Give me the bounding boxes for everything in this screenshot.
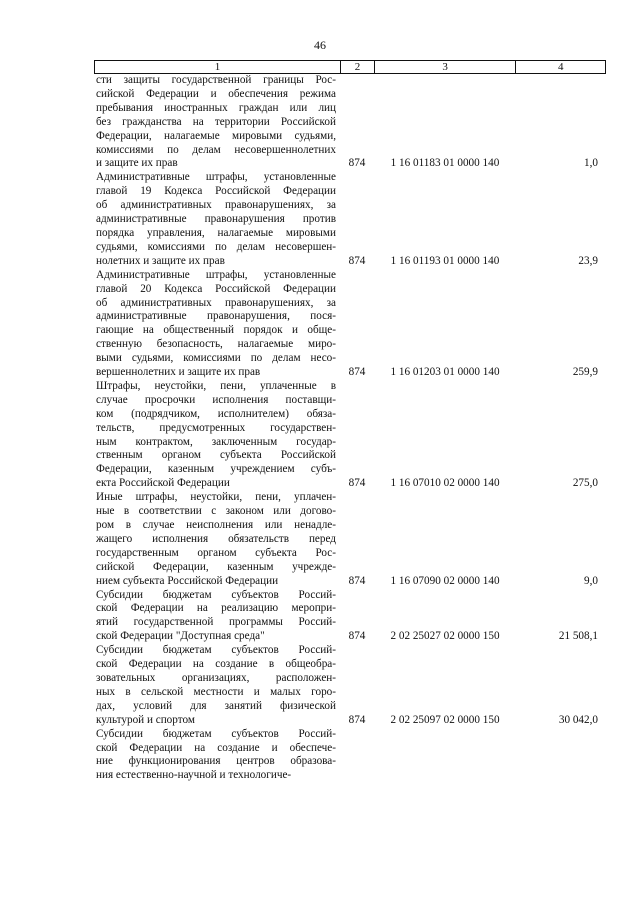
table-row [94,380,606,491]
row-description [94,644,340,727]
description-line: ным контрактом, заключенным государ- [96,435,336,448]
row-admin-code: 874 [348,713,366,726]
table-row [94,589,606,645]
description-line: пребывания иностранных граждан или лиц [96,101,336,114]
description-line: ятий государственной программы Россий- [96,616,336,629]
header-col-3: 3 [374,61,515,73]
description-line: Субсидии бюджетам субъектов Россий- [96,644,336,657]
description-line: вершеннолетних и защите их прав [96,366,261,379]
row-description [94,380,340,491]
row-budget-code: 1 16 01203 01 0000 140 [390,366,500,379]
description-line: об административных правонарушениях, за [96,199,336,212]
row-amount: 1,0 [584,157,598,170]
description-line: ком (подрядчиком, исполнителем) обяза- [96,407,336,420]
table-row [94,74,606,171]
row-amount: 23,9 [578,254,598,267]
row-budget-code: 2 02 25027 02 0000 150 [390,630,500,643]
description-line: Штрафы, неустойки, пени, уплаченные в [96,379,336,392]
table-row [94,269,606,380]
row-description [94,728,340,784]
table-body [94,74,606,783]
description-line: ской Федерации на реализацию меропри- [96,602,336,615]
row-amount: 9,0 [584,574,598,587]
page-number: 46 [314,38,326,52]
description-line: Субсидии бюджетам субъектов Россий- [96,727,336,740]
description-line: ственную безопасность, налагаемые миро- [96,338,336,351]
row-description [94,74,340,171]
row-admin-code: 874 [348,574,366,587]
row-budget-code: 1 16 07090 02 0000 140 [390,574,500,587]
row-admin-code: 874 [348,477,366,490]
description-line: зовательных организациях, расположен- [96,671,336,684]
row-budget-code: 1 16 01183 01 0000 140 [390,157,500,170]
description-line: Административные штрафы, установленные [96,171,336,184]
description-line: ской Федерации "Доступная среда" [96,630,265,643]
description-line: Административные штрафы, установленные [96,268,336,281]
description-line: ской Федерации на создание и обеспече- [96,741,336,754]
description-line: и защите их прав [96,157,178,170]
description-line: ных в сельской местности и малых горо- [96,685,336,698]
row-amount: 259,9 [572,366,598,379]
description-line: главой 19 Кодекса Российской Федерации [96,185,336,198]
row-admin-code: 874 [348,630,366,643]
description-line: судьями, комиссиями по делам несовершен- [96,240,336,253]
description-line: ственным органом субъекта Российской [96,449,336,462]
description-line: административные правонарушения, пося- [96,310,336,323]
header-col-2: 2 [340,61,374,73]
row-amount: 30 042,0 [558,713,598,726]
description-line: нолетних и защите их прав [96,254,225,267]
description-line: государственным органом субъекта Рос- [96,546,336,559]
header-col-1: 1 [214,61,221,73]
description-line: ния естественно-научной и технологиче- [96,769,292,782]
table-row [94,728,606,784]
description-line: Федерации, казенным учреждением субъ- [96,463,336,476]
table-row [94,171,606,268]
description-line: жащего исполнения обязательств перед [96,532,336,545]
description-line: порядка управления, налагаемые мировыми [96,226,336,239]
row-description [94,171,340,268]
description-line: тельств, предусмотренных государствен- [96,421,336,434]
row-description [94,491,340,588]
description-line: без гражданства на территории Российской [96,115,336,128]
row-admin-code: 874 [348,157,366,170]
description-line: выми судьями, комиссиями по делам несо- [96,352,336,365]
description-line: Федерации, налагаемые мировыми судьями, [96,129,336,142]
description-line: дах, условий для занятий физической [96,699,336,712]
header-col-4: 4 [515,61,605,73]
table-row [94,644,606,727]
description-line: случае просрочки исполнения поставщи- [96,393,336,406]
table-row [94,491,606,588]
row-budget-code: 1 16 01193 01 0000 140 [390,254,500,267]
description-line: административные правонарушения против [96,213,336,226]
row-admin-code: 874 [348,366,366,379]
row-description [94,269,340,380]
row-admin-code: 874 [348,254,366,267]
description-line: комиссиями по делам несовершеннолетних [96,143,336,156]
description-line: сти защиты государственной границы Рос- [96,74,336,86]
row-amount: 275,0 [572,477,598,490]
description-line: ской Федерации на создание в общеобра- [96,658,336,671]
description-line: ные в соответствии с законом или догово- [96,505,336,518]
description-line: Субсидии бюджетам субъектов Россий- [96,588,336,601]
description-line: нием субъекта Российской Федерации [96,574,279,587]
row-budget-code: 2 02 25097 02 0000 150 [390,713,500,726]
description-line: гающие на общественный порядок и обще- [96,324,336,337]
description-line: культурой и спортом [96,713,195,726]
description-line: ние функционирования центров образова- [96,755,336,768]
description-line: екта Российской Федерации [96,477,230,490]
revenue-table [94,60,606,783]
description-line: главой 20 Кодекса Российской Федерации [96,282,336,295]
description-line: сийской Федерации и обеспечения режима [96,87,336,100]
description-line: ром в случае неисполнения или ненадле- [96,519,336,531]
description-line: Иные штрафы, неустойки, пени, уплачен- [96,491,336,504]
row-description [94,589,340,645]
description-line: об административных правонарушениях, за [96,296,336,309]
row-amount: 21 508,1 [558,630,598,643]
description-line: сийской Федерации, казенным учрежде- [96,560,336,573]
table-header [94,60,606,74]
row-budget-code: 1 16 07010 02 0000 140 [390,477,500,490]
